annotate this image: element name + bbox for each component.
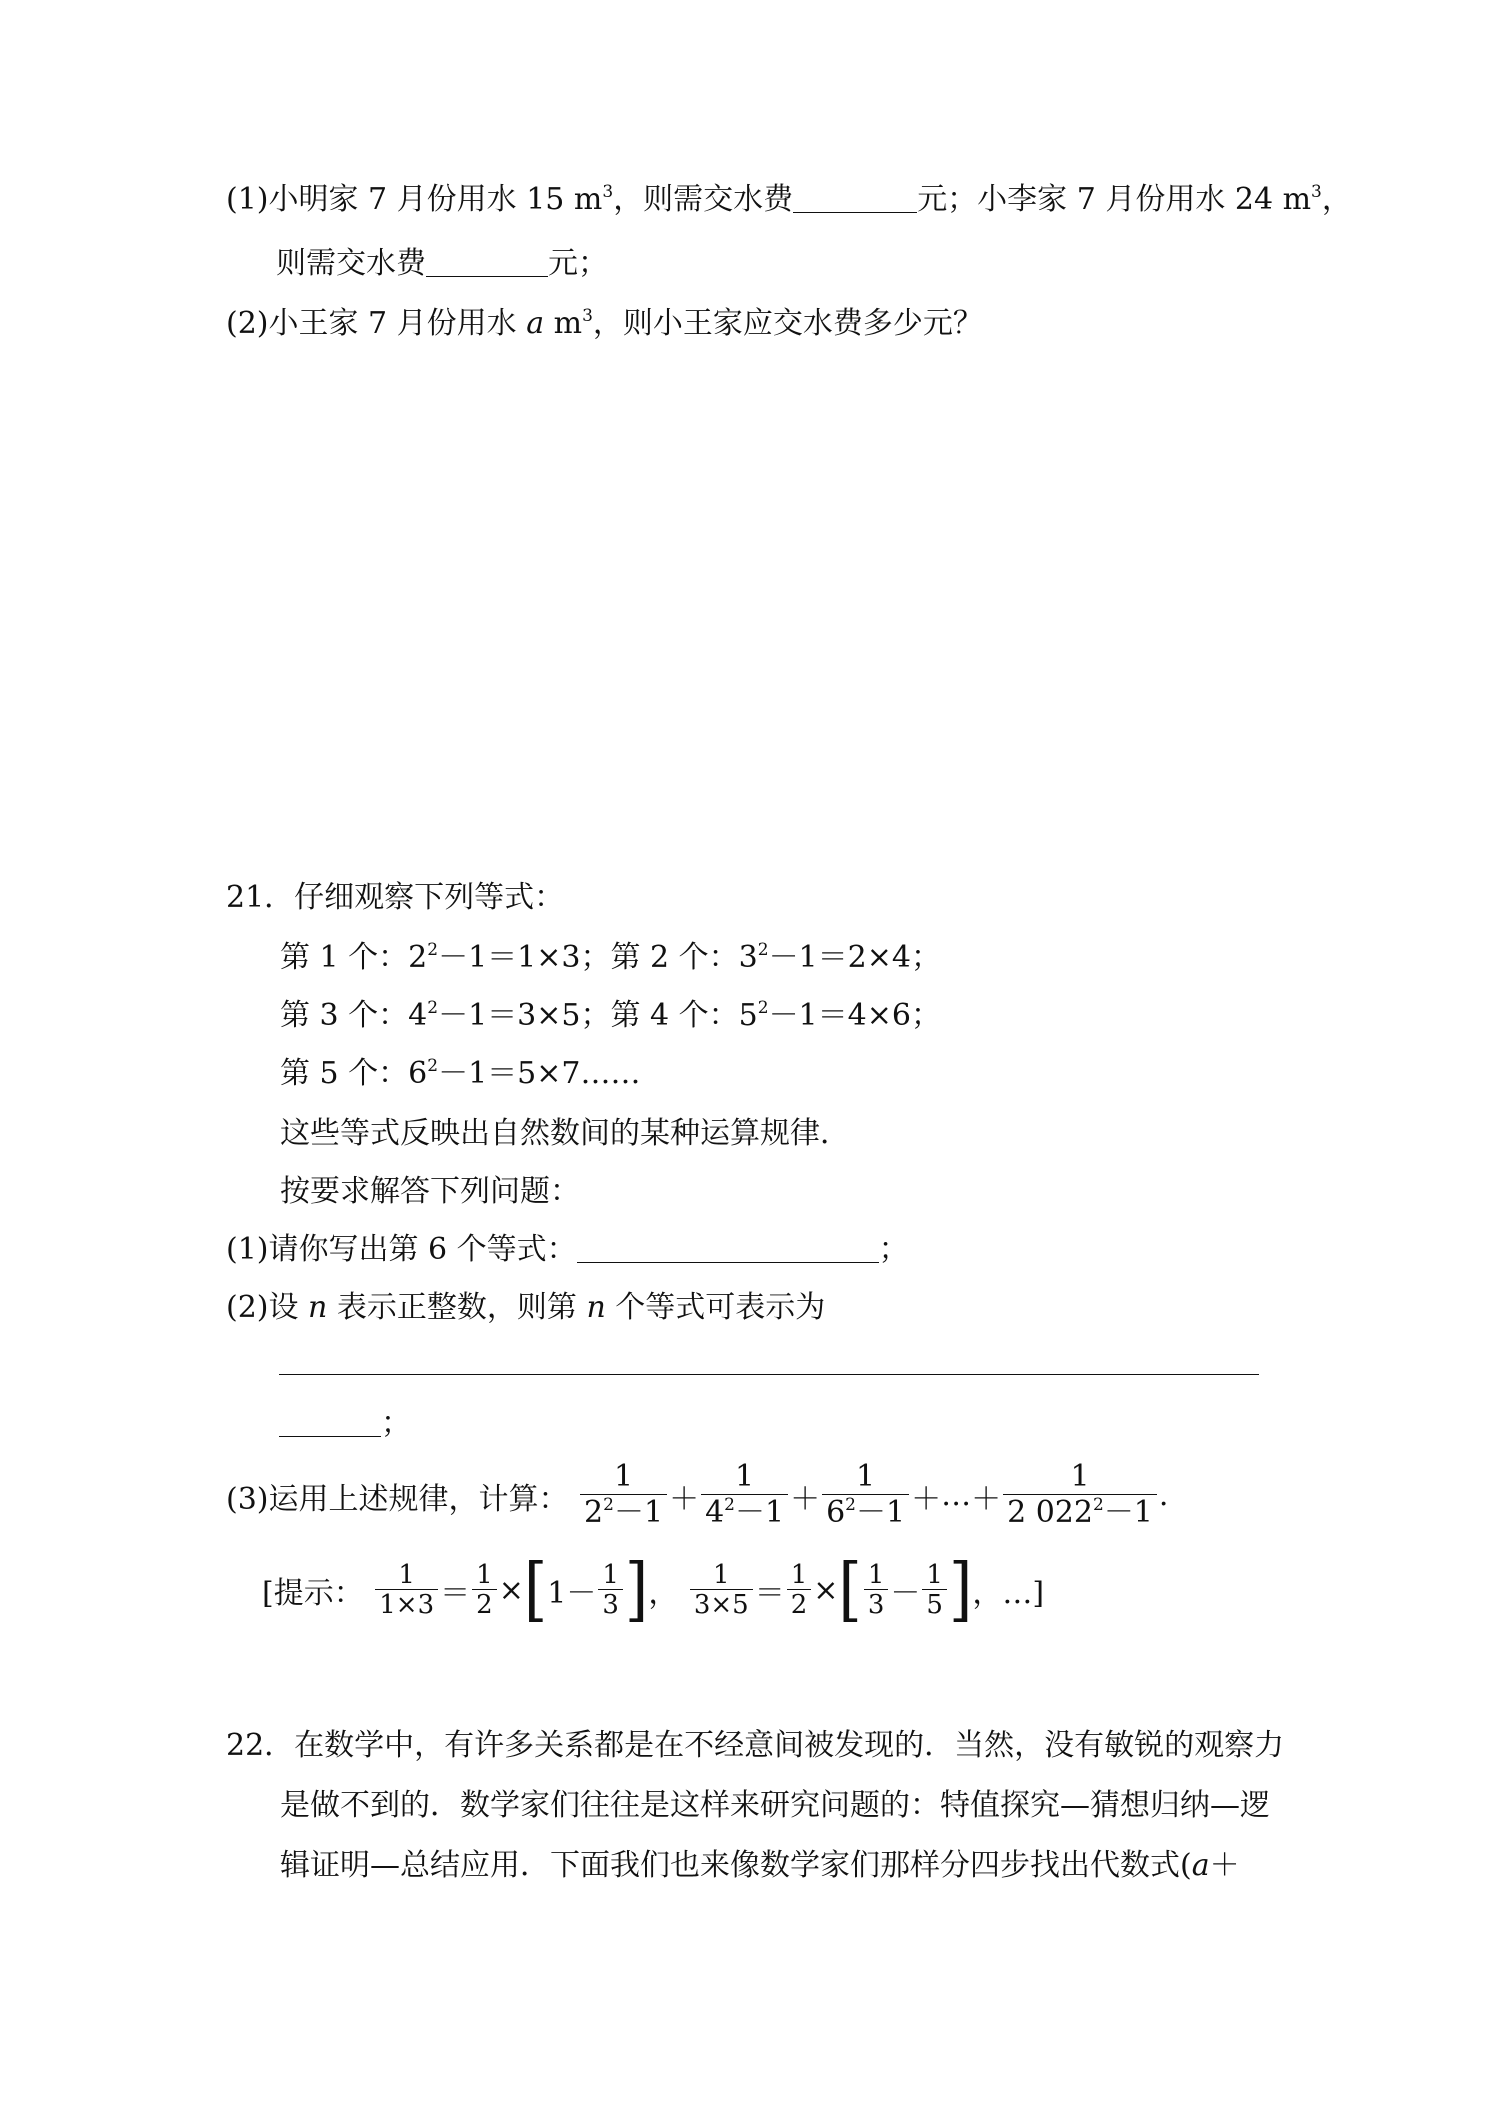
q21-title: 21．仔细观察下列等式： bbox=[226, 880, 565, 915]
q21-part2: (2)设 n 表示正整数，则第 n 个等式可表示为 bbox=[226, 1290, 826, 1325]
q21-equation-line1: 第 1 个：$2^2-1=1\times 3$；第 2 个：$3^2-1=2\times 4$； bbox=[280, 940, 941, 975]
answer-blank[interactable] bbox=[577, 1236, 879, 1263]
fraction: $\frac{1}{4^2-1}$ bbox=[701, 1460, 788, 1531]
q21-equation-line3: 第 5 个：$6^2-1=5\times 7\dots\dots$ bbox=[280, 1056, 641, 1091]
fraction: $\frac{1}{2}$ bbox=[787, 1561, 812, 1620]
q21-part2-continued: ； bbox=[279, 1404, 411, 1444]
q22-line1: 22．在数学中，有许多关系都是在不经意间被发现的．当然，没有敏锐的观察力 bbox=[226, 1728, 1285, 1763]
q20-part1-line2: 则需交水费 元； bbox=[276, 246, 608, 281]
q20-part2: (2)小王家 7 月份用水 a $m^3$，则小王家应交水费多少元？ bbox=[226, 306, 983, 341]
fraction: $\frac{1}{5}$ bbox=[922, 1561, 947, 1620]
answer-blank[interactable] bbox=[793, 186, 917, 213]
q21-equation-line2: 第 3 个：$4^2-1=3\times 5$；第 4 个：$5^2-1=4\times 6$； bbox=[280, 998, 941, 1033]
fraction: $\frac{1}{6^2-1}$ bbox=[822, 1460, 909, 1531]
fraction: $\frac{1}{3\times 5}$ bbox=[690, 1561, 753, 1620]
q21-note2: 按要求解答下列问题： bbox=[280, 1174, 580, 1209]
answer-blank-line[interactable] bbox=[279, 1374, 1259, 1375]
fraction: $\frac{1}{1\times 3}$ bbox=[375, 1561, 438, 1620]
q21-hint: [提示： $\frac{1}{1\times 3}$ ＝ $\frac{1}{2}$ ×[1－ $\frac{1}{3}$ ]， $\frac{1}{3\times 5}$ ＝ $\frac{1}{2}$ ×[ $\frac{1}{3}$ － $\frac{1}{5}$ ]，…] bbox=[262, 1549, 1045, 1631]
q21-part3: (3)运用上述规律，计算： $\frac{1}{2^2-1}$ ＋ $\frac{1}{4^2-1}$ ＋ $\frac{1}{6^2-1}$ ＋…＋ $\frac{1}{2 022^2-1}$ . bbox=[226, 1459, 1169, 1530]
fraction: $\frac{1}{2^2-1}$ bbox=[580, 1460, 667, 1531]
q22-line3: 辑证明—总结应用．下面我们也来像数学家们那样分四步找出代数式(a＋ bbox=[280, 1848, 1240, 1883]
q22-line2: 是做不到的．数学家们往往是这样来研究问题的：特值探究—猜想归纳—逻 bbox=[280, 1788, 1270, 1823]
answer-blank[interactable] bbox=[426, 250, 548, 277]
q21-note1: 这些等式反映出自然数间的某种运算规律． bbox=[280, 1116, 850, 1151]
fraction: $\frac{1}{2}$ bbox=[472, 1561, 497, 1620]
answer-blank[interactable] bbox=[279, 1410, 381, 1437]
q20-part1-line1: (1)小明家 7 月份用水 15 $m^3$，则需交水费 元；小李家 7 月份用水 24 $m^3$， bbox=[226, 182, 1352, 217]
fraction: $\frac{1}{3}$ bbox=[598, 1561, 623, 1620]
q21-part1: (1)请你写出第 6 个等式： ； bbox=[226, 1232, 909, 1267]
fraction: $\frac{1}{3}$ bbox=[864, 1561, 889, 1620]
fraction: $\frac{1}{2 022^2-1}$ bbox=[1003, 1460, 1157, 1531]
